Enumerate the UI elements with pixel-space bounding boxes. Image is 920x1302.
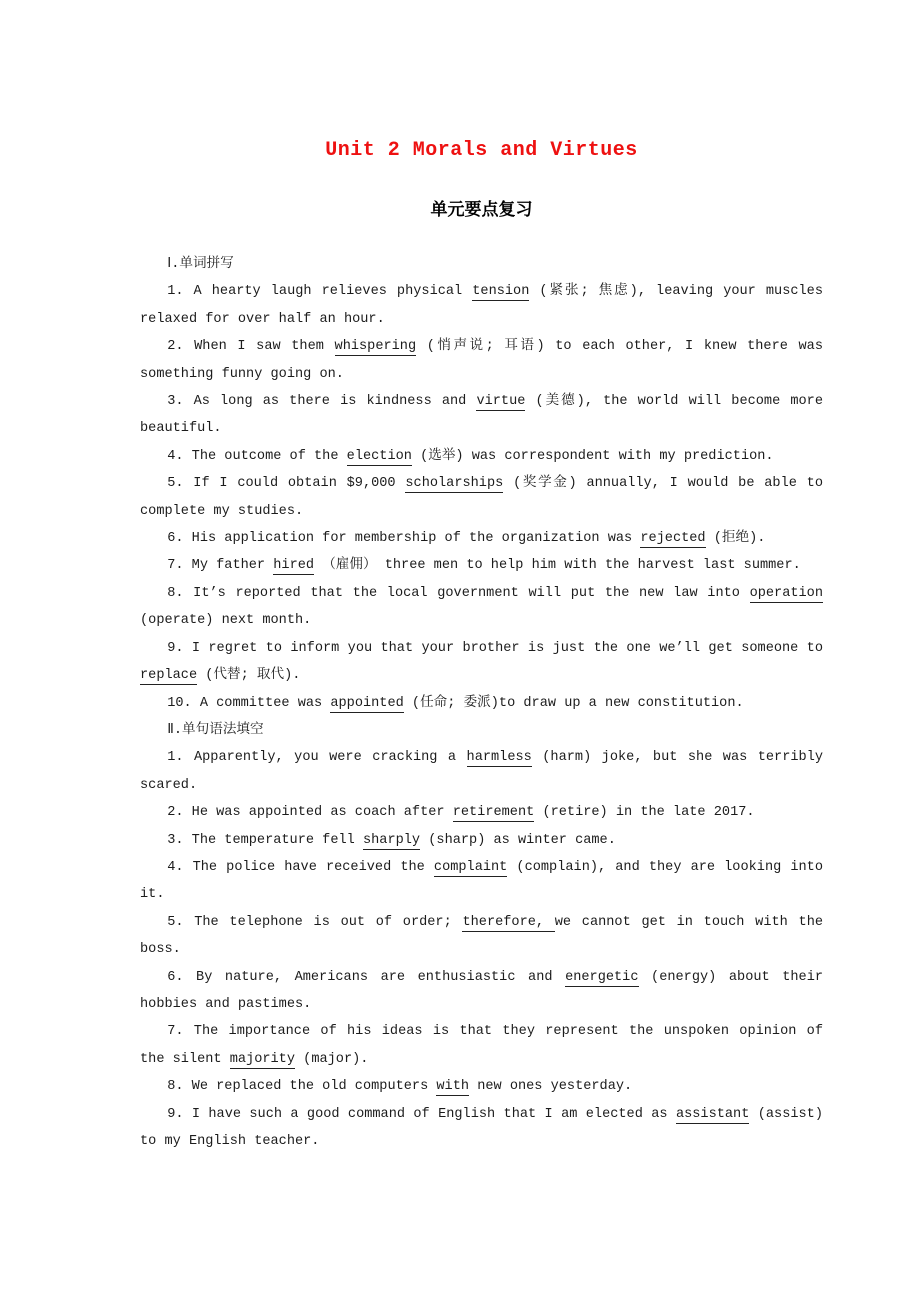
exercise-item-s2-4 xyxy=(140,854,823,909)
answer-word: virtue xyxy=(476,394,526,410)
item-text-pre: 8. It’s reported that the local government will put the new law into xyxy=(167,585,750,601)
item-text-pre: 8. We replaced the old computers xyxy=(167,1079,437,1095)
item-text-post: (拒绝). xyxy=(705,531,766,547)
unit-title: Unit 2 Morals and Virtues xyxy=(325,139,638,162)
answer-word: harmless xyxy=(466,750,532,766)
item-text-post: (选举) was correspondent with my prediction. xyxy=(411,448,774,464)
item-text-post: new ones yesterday. xyxy=(469,1079,633,1095)
exercise-item-s1-3 xyxy=(140,388,823,443)
exercise-item-s1-4 xyxy=(140,443,823,470)
item-text-post: （雇佣） three men to help him with the harvest last summer. xyxy=(314,558,801,574)
item-text-pre: 3. The temperature fell xyxy=(167,832,363,848)
item-text-post: (悄声说; 耳语) to each other, I knew there was something funny going on. xyxy=(140,339,823,382)
exercise-item-s2-3 xyxy=(140,827,823,854)
item-text-post: (major). xyxy=(295,1051,369,1067)
answer-word: election xyxy=(346,448,412,464)
answer-word: scholarships xyxy=(405,476,504,492)
answer-word: assistant xyxy=(675,1106,750,1122)
item-text-post: (assist) to my English teacher. xyxy=(140,1106,823,1149)
item-text-post: (retire) in the late 2017. xyxy=(534,805,755,821)
item-text-post: (紧张; 焦虑), leaving your muscles relaxed for over half an hour. xyxy=(140,284,823,327)
answer-word: complaint xyxy=(433,859,508,875)
exercise-item-s2-5 xyxy=(140,909,823,964)
exercise-item-s1-1 xyxy=(140,278,823,333)
exercise-item-s1-5 xyxy=(140,470,823,525)
item-text-pre: 7. My father xyxy=(167,558,274,574)
answer-word: rejected xyxy=(640,531,706,547)
exercise-item-s2-1 xyxy=(140,744,823,799)
section-2-heading: Ⅱ.单句语法填空 xyxy=(167,722,264,738)
item-text-pre: 2. He was appointed as coach after xyxy=(167,805,453,821)
item-text-pre: 10. A committee was xyxy=(167,695,331,711)
exercise-item-s2-7 xyxy=(140,1018,823,1073)
exercise-item-s1-6 xyxy=(140,525,823,552)
item-text-pre: 5. The telephone is out of order; xyxy=(167,914,463,930)
item-text-pre: 3. As long as there is kindness and xyxy=(167,394,477,410)
item-text-post: (代替; 取代). xyxy=(197,668,301,684)
item-text-pre: 1. A hearty laugh relieves physical xyxy=(167,284,473,300)
item-text-post: (energy) about their hobbies and pastimes. xyxy=(140,969,824,1012)
answer-word: with xyxy=(436,1079,470,1095)
exercise-item-s1-8 xyxy=(140,580,823,635)
item-text-post: (complain), and they are looking into it. xyxy=(140,859,823,903)
item-text-pre: 5. If I could obtain $9,000 xyxy=(167,476,406,492)
item-text-post: (美德), the world will become more beautiful. xyxy=(140,394,823,437)
exercise-item-s1-10 xyxy=(140,690,823,717)
item-text-pre: 7. The importance of his ideas is that they represent the unspoken opinion of the silent xyxy=(140,1024,823,1067)
answer-word: tension xyxy=(472,284,530,300)
exercise-item-s1-9 xyxy=(140,635,823,690)
item-text-post: (任命; 委派)to draw up a new constitution. xyxy=(403,695,744,711)
answer-word: majority xyxy=(229,1051,295,1067)
item-text-pre: 4. The police have received the xyxy=(167,859,434,875)
item-text-pre: 9. I have such a good command of English that I am elected as xyxy=(167,1106,676,1122)
answer-word: hired xyxy=(273,558,315,574)
exercise-item-s1-2 xyxy=(140,333,823,388)
exercise-item-s2-9 xyxy=(140,1101,823,1156)
item-text-post: (operate) next month. xyxy=(140,613,312,629)
answer-word: therefore, xyxy=(462,914,555,930)
item-text-pre: 9. I regret to inform you that your brother is just the one we’ll get someone to xyxy=(167,640,823,656)
item-text-pre: 6. By nature, Americans are enthusiastic and xyxy=(167,969,566,985)
item-text-post: (sharp) as winter came. xyxy=(420,832,616,848)
section-1-heading: Ⅰ.单词拼写 xyxy=(167,257,234,272)
answer-word: whispering xyxy=(334,339,417,355)
answer-word: replace xyxy=(140,668,198,684)
answer-word: retirement xyxy=(452,805,535,821)
item-text-pre: 2. When I saw them xyxy=(167,339,335,355)
item-text-pre: 1. Apparently, you were cracking a xyxy=(167,750,467,766)
item-text-post: (harm) joke, but she was terribly scared. xyxy=(140,750,824,793)
item-text-post: (奖学金) annually, I would be able to complete my studies. xyxy=(140,476,823,519)
review-subtitle: 单元要点复习 xyxy=(430,202,533,221)
exercise-item-s2-2 xyxy=(140,799,823,826)
exercise-item-s2-8 xyxy=(140,1073,823,1100)
item-text-post: we cannot get in touch with the boss. xyxy=(140,914,824,958)
answer-word: operation xyxy=(749,585,823,601)
exercise-item-s1-7 xyxy=(140,552,823,579)
answer-word: energetic xyxy=(565,969,639,985)
exercise-item-s2-6 xyxy=(140,964,823,1019)
item-text-pre: 4. The outcome of the xyxy=(167,448,347,464)
answer-word: appointed xyxy=(330,695,404,711)
answer-word: sharply xyxy=(362,832,421,848)
item-text-pre: 6. His application for membership of the organization was xyxy=(167,531,641,547)
